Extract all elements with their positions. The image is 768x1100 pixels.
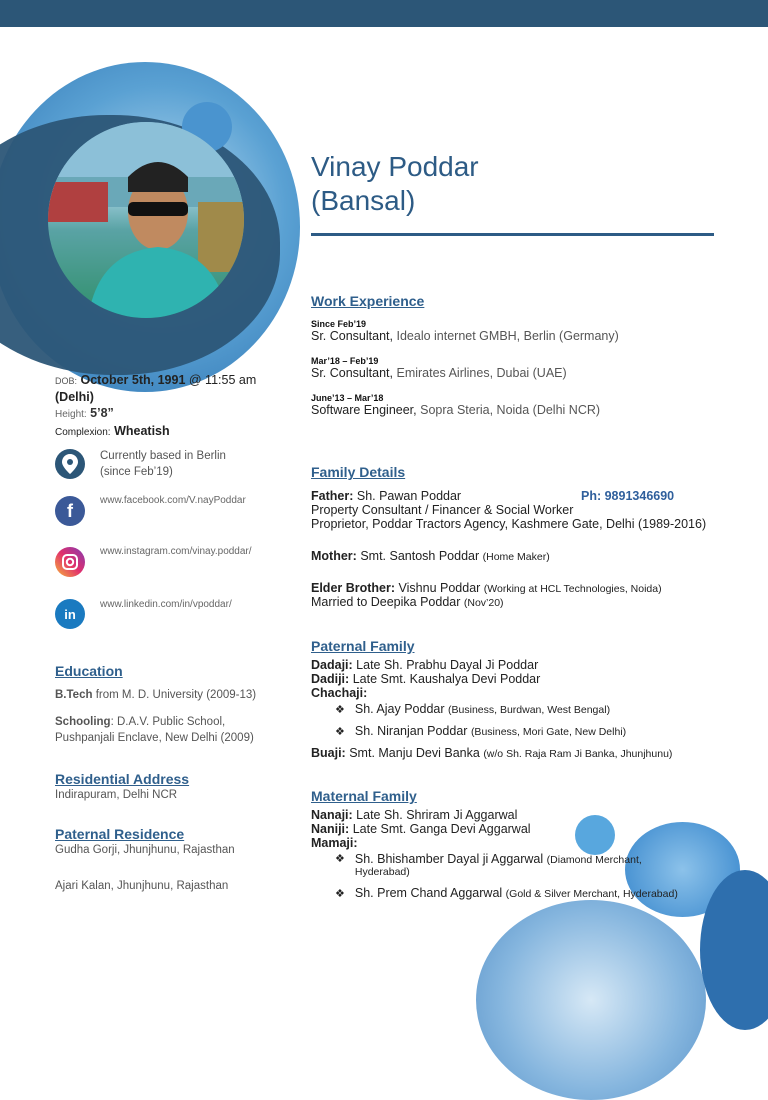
bullet-icon: ❖: [335, 704, 345, 716]
residential-section: [55, 771, 189, 803]
buaji-row: [311, 746, 751, 760]
education-section: [55, 663, 295, 746]
work-period: June’13 – Mar’18: [311, 393, 384, 403]
mama-row: [335, 886, 751, 900]
buaji-note: (w/o Sh. Raja Ram Ji Banka, Jhunjhunu): [483, 748, 673, 760]
brother-name: Vishnu Poddar: [398, 581, 481, 595]
dob-label: DOB:: [55, 376, 78, 386]
btech-row: [55, 687, 295, 703]
name-divider: [311, 233, 714, 236]
naniji-row: [311, 822, 751, 836]
complexion-value: Wheatish: [114, 424, 170, 438]
dadiji-name: Late Smt. Kaushalya Devi Poddar: [352, 672, 541, 686]
profile-photo: [48, 122, 244, 318]
brother-note: (Working at HCL Technologies, Noida): [483, 583, 662, 595]
height-label: Height:: [55, 409, 87, 420]
height-row: [55, 405, 295, 423]
maternal-title: Maternal Family: [311, 788, 417, 804]
work-section: [311, 293, 731, 417]
nanaji-name: Late Sh. Shriram Ji Aggarwal: [356, 808, 518, 822]
work-role-row: [311, 329, 731, 343]
father-label: Father:: [311, 489, 354, 503]
buaji-name: Smt. Manju Devi Banka: [349, 746, 480, 760]
education-title: Education: [55, 663, 123, 679]
brother-spouse: Married to Deepika Poddar: [311, 595, 461, 609]
mother-row: [311, 549, 731, 563]
chacha-name: Sh. Niranjan Poddar: [354, 724, 468, 738]
bullet-icon: ❖: [335, 853, 345, 865]
residential-text: Indirapuram, Delhi NCR: [55, 789, 178, 801]
work-role: Software Engineer,: [311, 403, 417, 417]
bullet-icon: ❖: [335, 888, 345, 900]
mama-text: [355, 852, 642, 878]
dadaji-label: Dadaji:: [311, 658, 353, 672]
mama-note-2: Hyderabad): [354, 866, 410, 878]
location-line-1: Currently based in Berlin: [100, 450, 226, 462]
father-row: [311, 489, 731, 503]
instagram-icon[interactable]: [55, 547, 85, 577]
name-line-2: (Bansal): [311, 185, 416, 216]
naniji-name: Late Smt. Ganga Devi Aggarwal: [352, 822, 531, 836]
mother-note: (Home Maker): [482, 551, 550, 563]
facebook-icon[interactable]: f: [55, 496, 85, 526]
chacha-row: [335, 702, 751, 716]
chacha-note: (Business, Burdwan, West Bengal): [448, 704, 611, 716]
dob-place: (Delhi): [55, 390, 94, 404]
location-icon: [55, 449, 85, 479]
father-line-2: Property Consultant / Financer & Social Worker: [311, 503, 574, 517]
work-item: [311, 393, 731, 417]
chacha-name: Sh. Ajay Poddar: [354, 702, 445, 716]
dob-time: @ 11:55 am: [188, 373, 257, 387]
personal-info: [55, 372, 295, 441]
work-period: Mar’18 – Feb’19: [311, 356, 379, 366]
nanaji-label: Nanaji:: [311, 808, 353, 822]
chacha-row: [335, 724, 751, 738]
mama-row: [335, 852, 751, 878]
location-line-2: (since Feb’19): [100, 466, 173, 478]
work-role-row: [311, 403, 731, 417]
decorative-circle-bottom-3: [476, 900, 706, 1100]
paternal-residence-2: Ajari Kalan, Jhunjhunu, Rajasthan: [55, 880, 229, 892]
schooling-text: : D.A.V. Public School,: [110, 716, 226, 728]
work-title: Work Experience: [311, 293, 425, 309]
work-company: Idealo internet GMBH, Berlin (Germany): [396, 329, 619, 343]
mama-name: Sh. Prem Chand Aggarwal: [354, 886, 503, 900]
schooling-text-2: Pushpanjali Enclave, New Delhi (2009): [55, 732, 254, 744]
paternal-section: [311, 638, 751, 760]
full-name: [311, 150, 479, 218]
father-name: Sh. Pawan Poddar: [356, 489, 462, 503]
maternal-section: [311, 788, 751, 900]
chacha-note: (Business, Mori Gate, New Delhi): [470, 726, 627, 738]
nanaji-row: [311, 808, 751, 822]
naniji-label: Naniji:: [311, 822, 350, 836]
work-period: Since Feb’19: [311, 319, 367, 329]
complexion-label: Complexion:: [55, 427, 111, 438]
work-company: Emirates Airlines, Dubai (UAE): [396, 366, 567, 380]
brother-line-2: [311, 595, 731, 609]
residential-title: Residential Address: [55, 771, 190, 787]
linkedin-icon[interactable]: in: [55, 599, 85, 629]
buaji-label: Buaji:: [311, 746, 346, 760]
work-item: [311, 356, 731, 380]
brother-spouse-note: (Nov’20): [463, 597, 504, 609]
brother-label: Elder Brother:: [311, 581, 396, 595]
mother-label: Mother:: [311, 549, 357, 563]
btech-label: B.Tech: [55, 689, 93, 701]
chachaji-label: Chachaji:: [311, 686, 368, 700]
paternal-residence-1: Gudha Gorji, Jhunjhunu, Rajasthan: [55, 844, 235, 856]
father-phone: Ph: 9891346690: [581, 489, 675, 503]
btech-text: from M. D. University (2009-13): [92, 689, 257, 701]
paternal-residence-section: [55, 826, 235, 894]
work-company: Sopra Steria, Noida (Delhi NCR): [420, 403, 601, 417]
top-banner: [0, 0, 768, 27]
facebook-link[interactable]: www.facebook.com/V.nayPoddar: [100, 495, 246, 506]
mama-note: (Gold & Silver Merchant, Hyderabad): [505, 888, 678, 900]
dadaji-name: Late Sh. Prabhu Dayal Ji Poddar: [356, 658, 539, 672]
dadaji-row: [311, 658, 751, 672]
mama-note: (Diamond Merchant,: [546, 854, 642, 866]
linkedin-link[interactable]: www.linkedin.com/in/vpoddar/: [100, 599, 232, 610]
work-role: Sr. Consultant,: [311, 366, 393, 380]
schooling-label: Schooling: [55, 716, 111, 728]
bullet-icon: ❖: [335, 726, 345, 738]
location-text: [100, 448, 226, 480]
brother-row: [311, 581, 731, 595]
dadiji-label: Dadiji:: [311, 672, 350, 686]
dob-value: October 5th, 1991: [80, 373, 186, 387]
mother-name: Smt. Santosh Poddar: [360, 549, 480, 563]
work-role: Sr. Consultant,: [311, 329, 393, 343]
family-section: [311, 464, 731, 609]
complexion-row: [55, 423, 295, 441]
mama-name: Sh. Bhishamber Dayal ji Aggarwal: [354, 852, 544, 866]
paternal-title: Paternal Family: [311, 638, 415, 654]
dob-row: [55, 372, 295, 389]
father-line-3: Proprietor, Poddar Tractors Agency, Kashmere Gate, Delhi (1989-2016): [311, 517, 707, 531]
dadiji-row: [311, 672, 751, 686]
work-role-row: [311, 366, 731, 380]
schooling-row: [55, 714, 295, 746]
work-item: [311, 319, 731, 343]
family-title: Family Details: [311, 464, 406, 480]
mamaji-label: Mamaji:: [311, 836, 358, 850]
instagram-link[interactable]: www.instagram.com/vinay.poddar/: [100, 546, 252, 557]
paternal-residence-title: Paternal Residence: [55, 826, 185, 842]
height-value: 5’8”: [90, 406, 114, 420]
name-line-1: Vinay Poddar: [311, 151, 479, 182]
